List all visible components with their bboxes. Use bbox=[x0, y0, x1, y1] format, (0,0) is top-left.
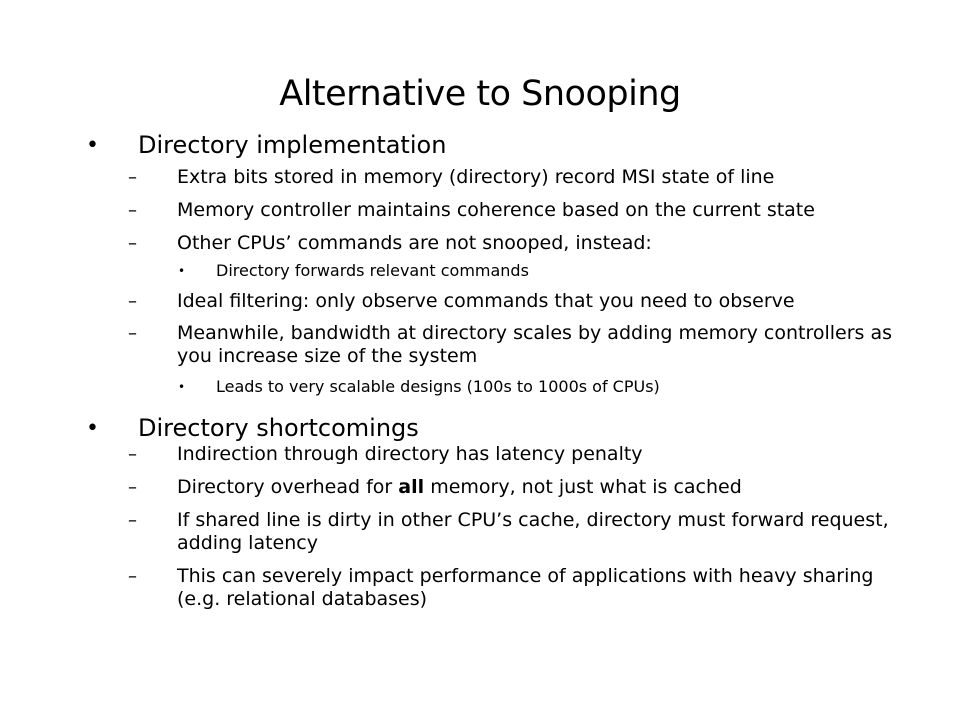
bullet-text: Ideal filtering: only observe commands that you need to observe bbox=[177, 290, 795, 312]
dash-marker: – bbox=[128, 200, 137, 221]
bullet-text: This can severely impact performance of applications with heavy sharing (e.g. relational databases) bbox=[177, 565, 874, 610]
section-heading-directory-implementation: Directory implementation bbox=[138, 131, 447, 159]
sub-bullet-text: Leads to very scalable designs (100s to 1000s of CPUs) bbox=[216, 377, 660, 396]
bullet-text: Extra bits stored in memory (directory) record MSI state of line bbox=[177, 166, 775, 188]
dash-marker: – bbox=[128, 510, 137, 531]
section-heading-directory-shortcomings: Directory shortcomings bbox=[138, 414, 419, 442]
bullet-text: Meanwhile, bandwidth at directory scales by adding memory controllers as you increase size of the system bbox=[177, 322, 893, 367]
bullet-text: Indirection through directory has latency penalty bbox=[177, 443, 643, 465]
dash-marker: – bbox=[128, 167, 137, 188]
sub-bullet-marker: • bbox=[178, 264, 186, 278]
dash-marker: – bbox=[128, 477, 137, 498]
bullet-text: If shared line is dirty in other CPU’s cache, directory must forward request, adding latency bbox=[177, 509, 889, 554]
text-after: memory, not just what is cached bbox=[424, 476, 742, 498]
dash-marker: – bbox=[128, 566, 137, 587]
dash-marker: – bbox=[128, 444, 137, 465]
emphasis-word: all bbox=[398, 476, 425, 498]
dash-marker: – bbox=[128, 291, 137, 312]
bullet-text: Other CPUs’ commands are not snooped, instead: bbox=[177, 232, 652, 254]
bullet-marker: • bbox=[86, 416, 99, 441]
sub-bullet-marker: • bbox=[178, 380, 186, 394]
bullet-text: Memory controller maintains coherence based on the current state bbox=[177, 199, 815, 221]
text-before: Directory overhead for bbox=[177, 476, 399, 498]
bullet-marker: • bbox=[86, 133, 99, 158]
dash-marker: – bbox=[128, 323, 137, 344]
sub-bullet-text: Directory forwards relevant commands bbox=[216, 261, 529, 280]
slide-title: Alternative to Snooping bbox=[279, 74, 681, 114]
bullet-text-with-emphasis bbox=[177, 476, 917, 499]
dash-marker: – bbox=[128, 233, 137, 254]
